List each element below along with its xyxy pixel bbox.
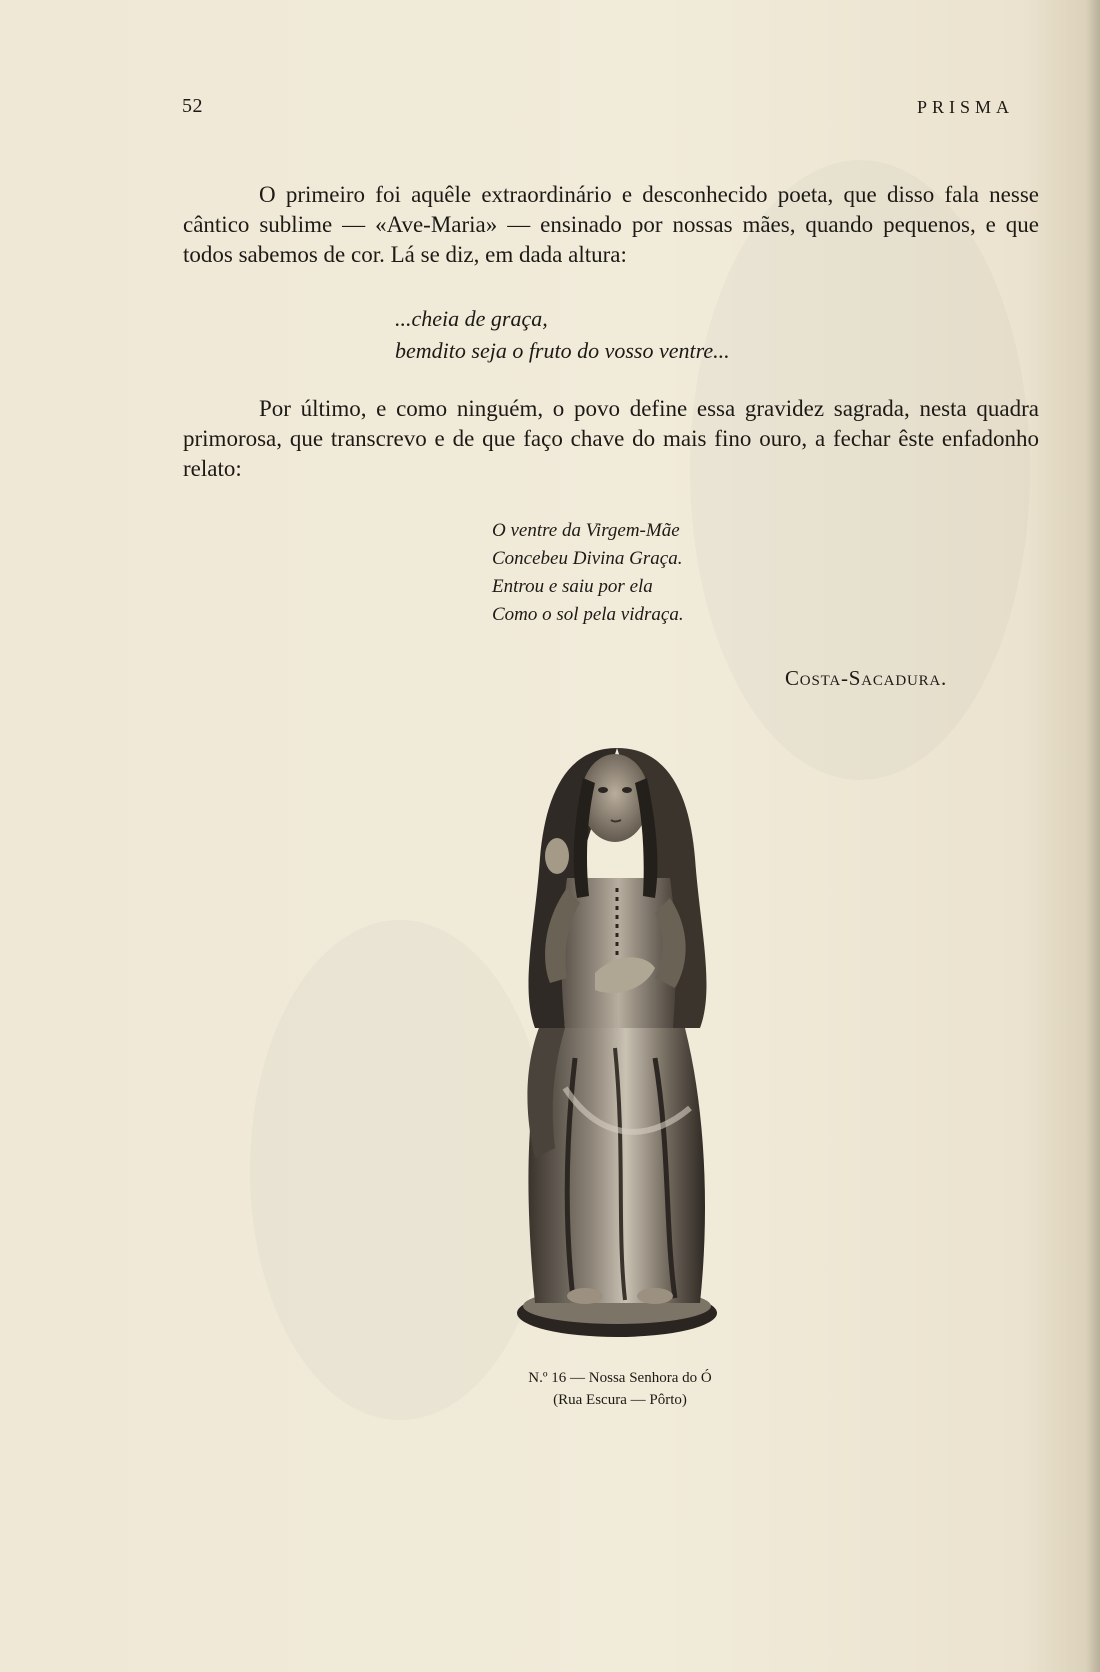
statue-photograph bbox=[505, 728, 730, 1345]
verse-ave-maria bbox=[395, 303, 730, 367]
verse-line: Como o sol pela vidraça. bbox=[492, 604, 684, 625]
paragraph-1: O primeiro foi aquêle extraordinário e desconhecido poeta, que disso fala nesse cântico sublime — «Ave-Maria» — ensinado por nossas mães, quando pequenos, e que todos sabemos de cor. Lá se diz, em dada altura: bbox=[183, 182, 1039, 267]
running-header-title: PRISMA bbox=[917, 97, 1015, 117]
verse-line: Entrou e saiu por ela bbox=[492, 576, 653, 597]
caption-location: (Rua Escura — Pôrto) bbox=[553, 1392, 687, 1408]
verse-line: O ventre da Virgem-Mãe bbox=[492, 520, 680, 541]
page-number: 52 bbox=[182, 95, 203, 117]
figure-caption bbox=[470, 1367, 770, 1411]
verse-line: ...cheia de graça, bbox=[395, 306, 548, 331]
paragraph-2: Por último, e como ninguém, o povo define essa gravidez sagrada, nesta quadra primorosa, que transcrevo e de que faço chave do mais fino ouro, a fechar êste enfadonho relato: bbox=[183, 396, 1039, 481]
page-edge-shadow bbox=[1086, 0, 1100, 1672]
verse-line: bemdito seja o fruto do vosso ventre... bbox=[395, 338, 730, 363]
author-signature: Costa-Sacadura. bbox=[785, 666, 948, 690]
caption-title: N.º 16 — Nossa Senhora do Ó bbox=[528, 1370, 712, 1386]
verse-line: Concebeu Divina Graça. bbox=[492, 548, 683, 569]
verse-quadra bbox=[492, 517, 684, 629]
